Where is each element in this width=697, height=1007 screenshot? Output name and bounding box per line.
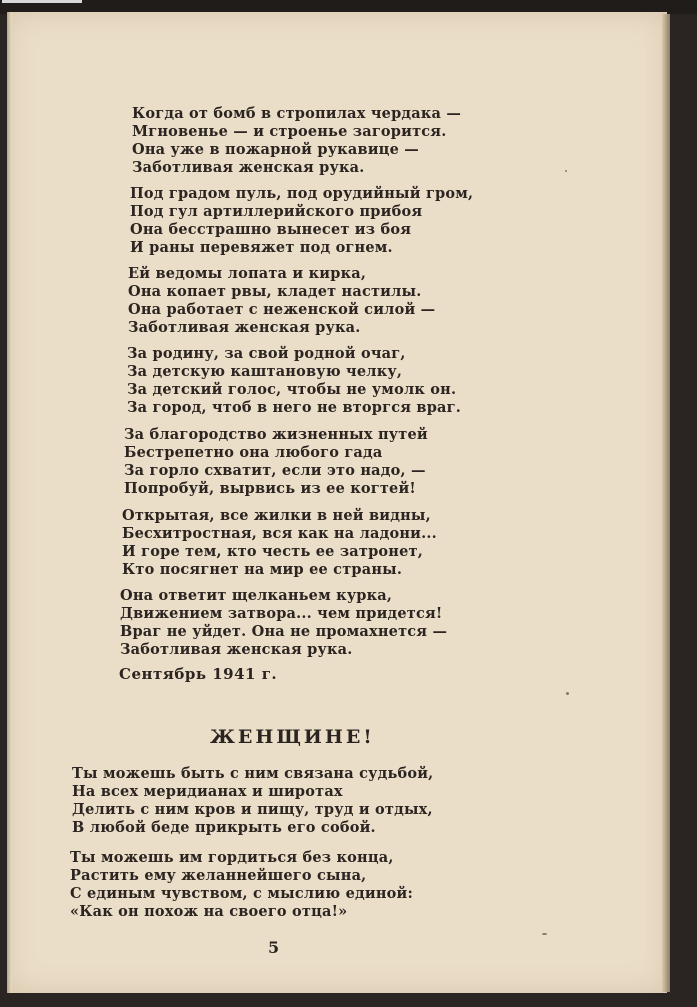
poem-line: Бестрепетно она любого гада bbox=[124, 444, 383, 461]
poem-line: Открытая, все жилки в ней видны, bbox=[122, 507, 431, 524]
poem-line: Враг не уйдет. Она не промахнется — bbox=[120, 623, 448, 640]
poem-line: За город, чтоб в него не вторгся враг. bbox=[127, 399, 461, 416]
scan-label-mark bbox=[2, 0, 82, 3]
page-edge bbox=[662, 14, 670, 992]
poem-line: Она работает с неженской силой — bbox=[128, 301, 436, 318]
poem-line: Заботливая женская рука. bbox=[132, 159, 365, 176]
poem-line: «Как он похож на своего отца!» bbox=[70, 903, 348, 920]
poem-line: Она бесстрашно вынесет из боя bbox=[130, 221, 412, 238]
poem-line: Под гул артиллерийского прибоя bbox=[130, 203, 423, 220]
poem-line: Мгновенье — и строенье загорится. bbox=[132, 123, 447, 140]
poem1-date: Сентябрь 1941 г. bbox=[119, 665, 278, 683]
paper-speck bbox=[566, 692, 569, 695]
poem1-stanza-6 bbox=[122, 507, 437, 579]
paper-speck bbox=[542, 933, 547, 935]
poem-line: Она уже в пожарной рукавице — bbox=[132, 141, 419, 158]
paper-speck bbox=[565, 170, 567, 172]
poem1-stanza-3 bbox=[128, 265, 435, 337]
poem-line: С единым чувством, с мыслию единой: bbox=[70, 885, 414, 902]
poem-line: На всех меридианах и широтах bbox=[72, 783, 343, 800]
poem-line: Бесхитростная, вся как на ладони... bbox=[122, 525, 437, 542]
poem-line: И раны перевяжет под огнем. bbox=[130, 239, 393, 256]
poem1-stanza-7 bbox=[120, 587, 447, 659]
poem-line: Она копает рвы, кладет настилы. bbox=[128, 283, 422, 300]
poem-line: За детский голос, чтобы не умолк он. bbox=[127, 381, 457, 398]
page-number: 5 bbox=[268, 938, 280, 957]
poem-line: Когда от бомб в стропилах чердака — bbox=[132, 105, 462, 122]
poem-line: Под градом пуль, под орудийный гром, bbox=[130, 185, 474, 202]
poem2-stanza-1 bbox=[72, 765, 433, 837]
poem-line: Попробуй, вырвись из ее когтей! bbox=[124, 480, 417, 497]
poem-line: За детскую каштановую челку, bbox=[127, 363, 403, 380]
poem-line: Ты можешь им гордиться без конца, bbox=[70, 849, 394, 866]
poem-line: За благородство жизненных путей bbox=[124, 426, 428, 443]
poem-line: Делить с ним кров и пищу, труд и отдых, bbox=[72, 801, 433, 818]
poem1-stanza-4 bbox=[127, 345, 461, 417]
poem-line: За родину, за свой родной очаг, bbox=[127, 345, 406, 362]
poem-line: Кто посягнет на мир ее страны. bbox=[122, 561, 403, 578]
poem-line: Ты можешь быть с ним связана судьбой, bbox=[72, 765, 434, 782]
poem-line: Растить ему желаннейшего сына, bbox=[70, 867, 367, 884]
poem1-stanza-1 bbox=[132, 105, 461, 177]
poem2-title: ЖЕНЩИНЕ! bbox=[210, 726, 375, 748]
poem2-stanza-2 bbox=[70, 849, 413, 921]
page-gutter bbox=[7, 12, 12, 993]
poem-line: Она ответит щелканьем курка, bbox=[120, 587, 393, 604]
poem-line: Движением затвора... чем придется! bbox=[120, 605, 443, 622]
poem-line: И горе тем, кто честь ее затронет, bbox=[122, 543, 423, 560]
poem1-stanza-5 bbox=[124, 426, 428, 498]
poem-line: Заботливая женская рука. bbox=[120, 641, 353, 658]
poem-line: В любой беде прикрыть его собой. bbox=[72, 819, 376, 836]
poem-line: Ей ведомы лопата и кирка, bbox=[128, 265, 367, 282]
poem-line: Заботливая женская рука. bbox=[128, 319, 361, 336]
poem-line: За горло схватит, если это надо, — bbox=[124, 462, 426, 479]
poem1-stanza-2 bbox=[130, 185, 473, 257]
